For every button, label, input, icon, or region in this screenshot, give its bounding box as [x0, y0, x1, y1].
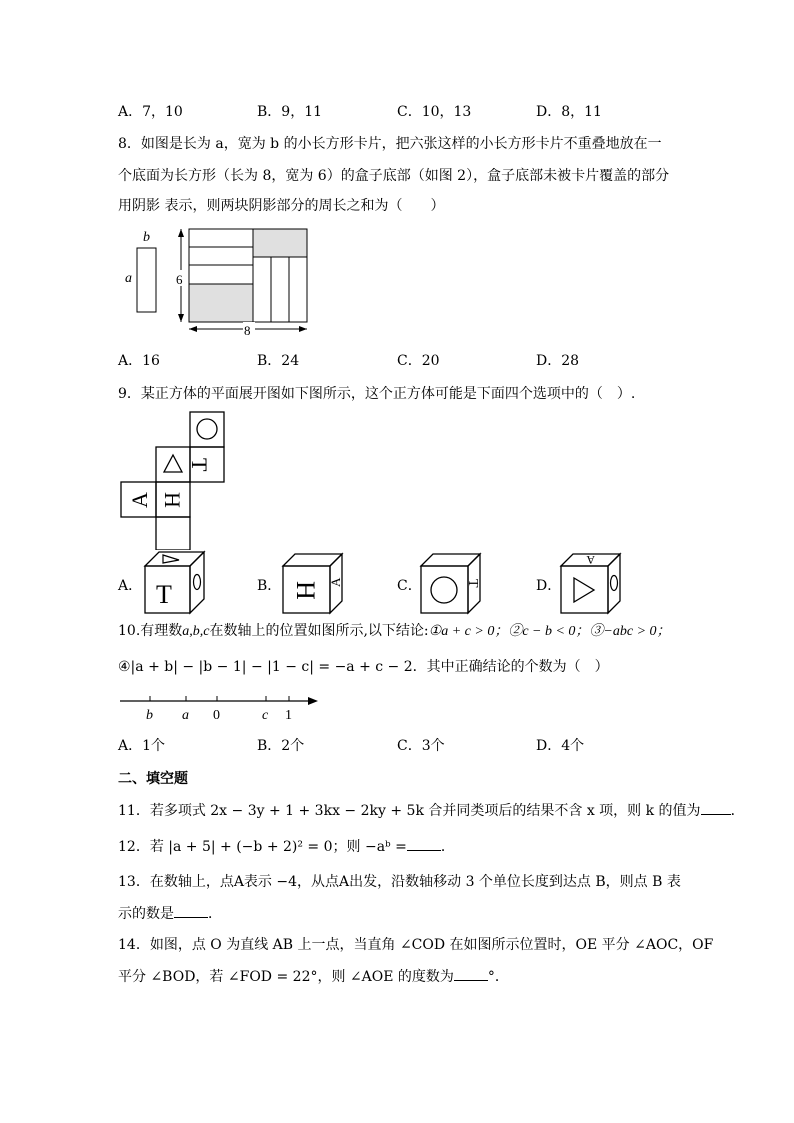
q11	[118, 800, 745, 821]
q10-number-line	[118, 690, 323, 724]
q10-conclusion-1: ①a + c > 0；	[428, 624, 509, 639]
q10-option-d: D．4个	[536, 738, 585, 754]
q8-option-c: C．20	[397, 353, 440, 369]
q13-stem-end: 示的数是	[118, 906, 174, 922]
q8-option-d: D．28	[536, 353, 580, 369]
cube-d-top-letter: A	[586, 553, 595, 567]
net-letter-t: T	[187, 458, 212, 472]
q10-option-a: A．1个	[118, 738, 166, 754]
q14-stem-end: 平分 ∠BOD，若 ∠FOD = 22°，则 ∠AOE 的度数为	[118, 969, 454, 985]
axis-label-0: 0	[213, 708, 220, 723]
q7-option-b: B．9，11	[257, 104, 323, 120]
q9-option-c-cube	[419, 552, 483, 616]
q12-end: ．	[440, 839, 455, 855]
axis-label-b: b	[146, 708, 153, 723]
q7-option-a: A．7，10	[118, 104, 183, 120]
q9-cube-net	[118, 410, 238, 550]
q8-option-b: B．24	[257, 353, 300, 369]
fig-label-6: 6	[176, 272, 183, 287]
q10-option-c: C．3个	[397, 738, 445, 754]
q7-option-c: C．10，13	[397, 104, 472, 120]
shaded-region-1	[253, 229, 307, 257]
axis-label-c: c	[262, 708, 269, 723]
axis-label-a: a	[182, 708, 189, 723]
q14-blank	[454, 966, 488, 981]
q10-stem-line2: ④|a + b| − |b − 1| − |1 − c| = −a + c − 2．其中正确结论的个数为（ ）	[118, 659, 609, 675]
cube-a-front-letter: T	[156, 580, 172, 609]
q10-stem-mid: 在数轴上的位置如图所示,以下结论:	[209, 623, 429, 639]
small-card	[137, 248, 156, 312]
q14-end: °．	[487, 969, 509, 985]
q7-option-d: D．8，11	[536, 104, 602, 120]
q10-conclusion-3: ③−abc > 0；	[589, 624, 671, 639]
q12-blank	[407, 836, 441, 851]
q8-option-a: A．16	[118, 353, 160, 369]
q13-end: ．	[208, 906, 222, 922]
q8-figure	[118, 222, 318, 342]
q13-blank	[174, 903, 208, 918]
net-letter-h: H	[160, 492, 185, 508]
axis-label-1: 1	[285, 708, 292, 723]
q14-line2	[118, 966, 509, 987]
fig-label-8: 8	[244, 323, 251, 338]
q9-option-d-label: D．	[536, 578, 562, 594]
net-letter-a: A	[127, 492, 152, 508]
q9-option-b-label: B．	[257, 578, 282, 594]
q10-option-b: B．2个	[257, 738, 305, 754]
q11-stem: 11．若多项式 2x − 3y + 1 + 3kx − 2ky + 5k 合并同类项后的结果不含 x 项，则 k 的值为	[118, 803, 701, 819]
q9-stem: 9．某正方体的平面展开图如下图所示，这个正方体可能是下面四个选项中的（ ）.	[118, 386, 636, 402]
q8-stem-line1: 8．如图是长为 a，宽为 b 的小长方形卡片，把六张这样的小长方形卡片不重叠地放在一	[118, 136, 662, 152]
q9-option-a-label: A．	[118, 578, 143, 594]
q10-stem-line1	[118, 621, 671, 642]
q9-option-b-cube	[281, 552, 345, 616]
q13-line1: 13．在数轴上，点A表示 −4，从点A出发，沿数轴移动 3 个单位长度到达点 B，则点 B 表	[118, 874, 681, 890]
q11-blank	[701, 800, 731, 815]
q14-line1: 14．如图，点 O 为直线 AB 上一点，当直角 ∠COD 在如图所示位置时，OE 平分 ∠AOC，OF	[118, 937, 714, 953]
q10-conclusion-2: ②c − b < 0；	[508, 624, 590, 639]
shaded-region-2	[189, 284, 253, 322]
q12-stem: 12．若 |a + 5| + (−b + 2)² = 0；则 −aᵇ =	[118, 839, 407, 855]
q10-stem-prefix: 10.有理数	[118, 623, 183, 639]
fig-label-a: a	[125, 271, 132, 286]
q8-stem-line2: 个底面为长方形（长为 8，宽为 6）的盒子底部（如图 2），盒子底部未被卡片覆盖的部分	[118, 168, 670, 184]
q10-vars: a,b,c	[182, 624, 210, 639]
q9-option-c-label: C．	[397, 578, 422, 594]
q13-line2	[118, 903, 222, 924]
cube-c-side-letter: T	[465, 579, 480, 588]
fig-label-b: b	[143, 230, 150, 245]
circle-symbol	[197, 419, 217, 439]
q8-stem-line3: 用阴影 表示，则两块阴影部分的周长之和为（ ）	[118, 198, 445, 214]
q9-option-a-cube	[143, 550, 207, 616]
cube-b-front-letter: H	[291, 581, 320, 600]
q12	[118, 836, 455, 857]
triangle-symbol	[164, 455, 182, 472]
q9-option-d-cube	[559, 552, 623, 616]
section-heading-fill-in: 二、填空题	[118, 771, 188, 787]
q11-end: ．	[730, 803, 745, 819]
cube-b-side-letter: A	[328, 577, 343, 587]
